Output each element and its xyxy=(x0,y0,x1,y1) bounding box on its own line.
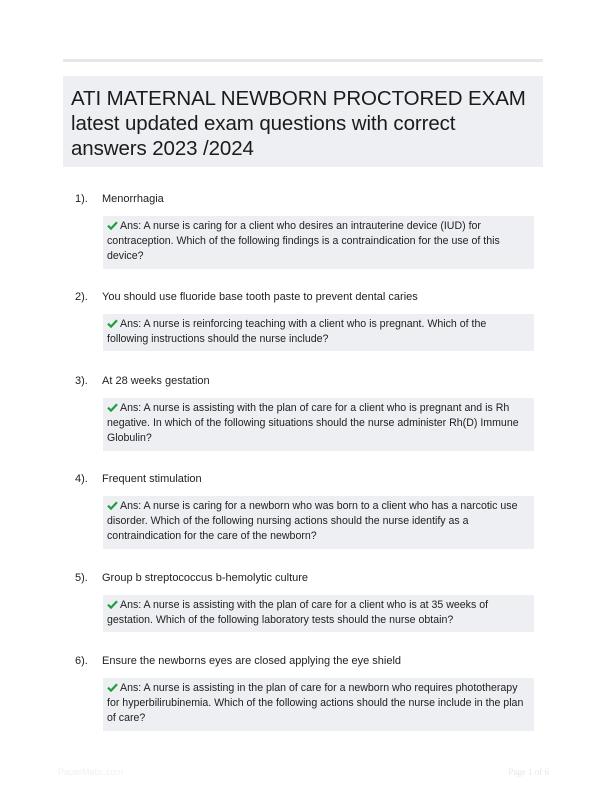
answer-text: Ans: A nurse is reinforcing teaching with a client who is pregnant. Which of the following instructions should the nurse include? xyxy=(107,318,487,346)
footer-watermark: PaperMatic.com xyxy=(58,767,124,777)
top-divider xyxy=(63,59,543,62)
answer-text: Ans: A nurse is caring for a client who desires an intrauterine device (IUD) for contraception. Which of the following findings is a contraindication for the use of this device? xyxy=(107,220,500,263)
item-term: Ensure the newborns eyes are closed applying the eye shield xyxy=(102,655,402,667)
item-number: 6). xyxy=(75,655,88,667)
answer-box xyxy=(103,314,534,351)
answer-text: Ans: A nurse is assisting in the plan of care for a newborn who requires phototherapy for hyperbilirubinemia. Which of the following actions should the nurse include in the plan of care? xyxy=(107,682,524,725)
answer-box xyxy=(103,496,534,549)
answer-text: Ans: A nurse is assisting with the plan of care for a client who is pregnant and is Rh negative. In which of the following situations should the nurse administer Rh(D) Immune Globulin? xyxy=(107,402,519,445)
answer-box xyxy=(103,398,534,451)
item-number: 5). xyxy=(75,572,88,584)
checkmark-icon xyxy=(107,221,118,230)
page-title: ATI MATERNAL NEWBORN PROCTORED EXAM latest updated exam questions with correct answers 2023 /2024 xyxy=(71,87,526,160)
item-term: At 28 weeks gestation xyxy=(102,375,210,387)
item-term: Menorrhagia xyxy=(102,193,164,205)
answer-box xyxy=(103,216,534,269)
item-number: 4). xyxy=(75,473,88,485)
item-number: 3). xyxy=(75,375,88,387)
answer-box xyxy=(103,678,534,731)
checkmark-icon xyxy=(107,600,118,609)
checkmark-icon xyxy=(107,501,118,510)
item-number: 2). xyxy=(75,291,88,303)
item-term: Group b streptococcus b-hemolytic culture xyxy=(102,572,309,584)
title-banner xyxy=(63,76,543,167)
checkmark-icon xyxy=(107,403,118,412)
item-term: You should use fluoride base tooth paste to prevent dental caries xyxy=(102,291,418,303)
page-number: Page 1 of 6 xyxy=(508,767,549,777)
checkmark-icon xyxy=(107,683,118,692)
answer-text: Ans: A nurse is assisting with the plan of care for a client who is at 35 weeks of gestation. Which of the following laboratory tests should the nurse obtain? xyxy=(107,599,489,627)
checkmark-icon xyxy=(107,319,118,328)
answer-text: Ans: A nurse is caring for a newborn who was born to a client who has a narcotic use disorder. Which of the following nursing actions should the nurse identify as a contraindication for the care of the newborn? xyxy=(107,500,518,543)
item-number: 1). xyxy=(75,193,88,205)
answer-box xyxy=(103,595,534,632)
item-term: Frequent stimulation xyxy=(102,473,202,485)
